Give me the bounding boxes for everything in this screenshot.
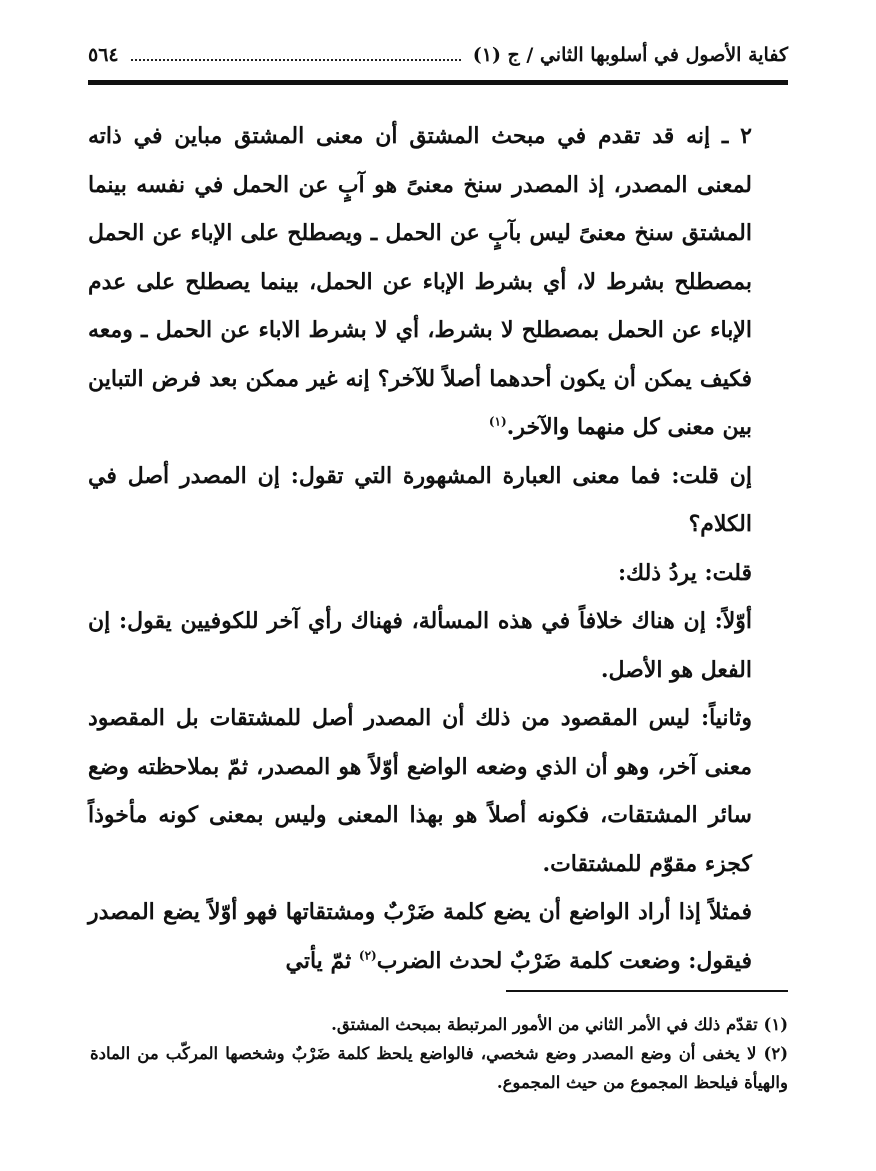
main-text: [88, 112, 788, 985]
footnote-ref-1: (١): [488, 414, 507, 429]
footnote-ref-2: (٢): [358, 948, 377, 963]
running-header: [88, 30, 788, 80]
paragraph-point-2: [88, 112, 788, 452]
paragraph-text: ٢ ـ إنه قد تقدم في مبحث المشتق أن معنى المشتق مباين في ذاته لمعنى المصدر، إذ المصدر سنخ معنىً هو آبٍ عن الحمل في نفسه بينما المشتق سنخ معنىً ليس بآبٍ عن الحمل ـ ويصطلح على الإباء عن الحمل بمصطلح بشرط لا، أي بشرط الإباء عن الحمل، بينما يصطلح على عدم الإباء عن الحمل بمصطلح لا بشرط، أي لا بشرط الاباء عن الحمل ـ ومعه فكيف يمكن أن يكون أحدهما أصلاً للآخر؟ إنه غير ممكن بعد فرض التباين بين معنى كل منهما والآخر.: [88, 123, 752, 440]
header-rule: [88, 80, 788, 85]
footnotes: [90, 1010, 788, 1097]
paragraph-text-continued: ثمّ يأتي: [285, 947, 359, 974]
footnote-separator: [506, 990, 788, 992]
header-dot-leader: [131, 49, 461, 61]
book-title: كفاية الأصول في أسلوبها الثاني / ج (١): [472, 44, 788, 66]
paragraph-objection: إن قلت: فما معنى العبارة المشهورة التي تقول: إن المصدر أصل في الكلام؟: [88, 462, 752, 537]
paragraph-first: أوّلاً: إن هناك خلافاً في هذه المسألة، فهناك رأي آخر للكوفيين يقول: إن الفعل هو الأصل.: [88, 608, 752, 683]
footnote-1: (١) تقدّم ذلك في الأمر الثاني من الأمور المرتبطة بمبحث المشتق.: [331, 1015, 788, 1034]
footnote-2: (٢) لا يخفى أن وضع المصدر وضع شخصي، فالواضع يلحظ كلمة ضَرْبٌ وشخصها المركّب من المادة والهيأة فيلحظ المجموع من حيث المجموع.: [90, 1044, 788, 1092]
paragraph-second: وثانياً: ليس المقصود من ذلك أن المصدر أصل للمشتقات بل المقصود معنى آخر، وهو أن الذي وضعه الواضع أوّلاً هو المصدر، ثمّ بملاحظته وضع سائر المشتقات، فكونه أصلاً هو بهذا المعنى وليس بمعنى كونه مأخوذاً كجزء مقوّم للمشتقات.: [88, 705, 752, 877]
paragraph-reply: قلت: يردُ ذلك:: [617, 559, 752, 586]
paragraph-example: [88, 888, 788, 985]
page-number: ٥٦٤: [88, 44, 119, 66]
paragraph-text: فمثلاً إذا أراد الواضع أن يضع كلمة ضَرْبٌ ومشتقاتها فهو أوّلاً يضع المصدر فيقول: وضعت كلمة ضَرْبٌ لحدث الضرب: [88, 899, 752, 974]
